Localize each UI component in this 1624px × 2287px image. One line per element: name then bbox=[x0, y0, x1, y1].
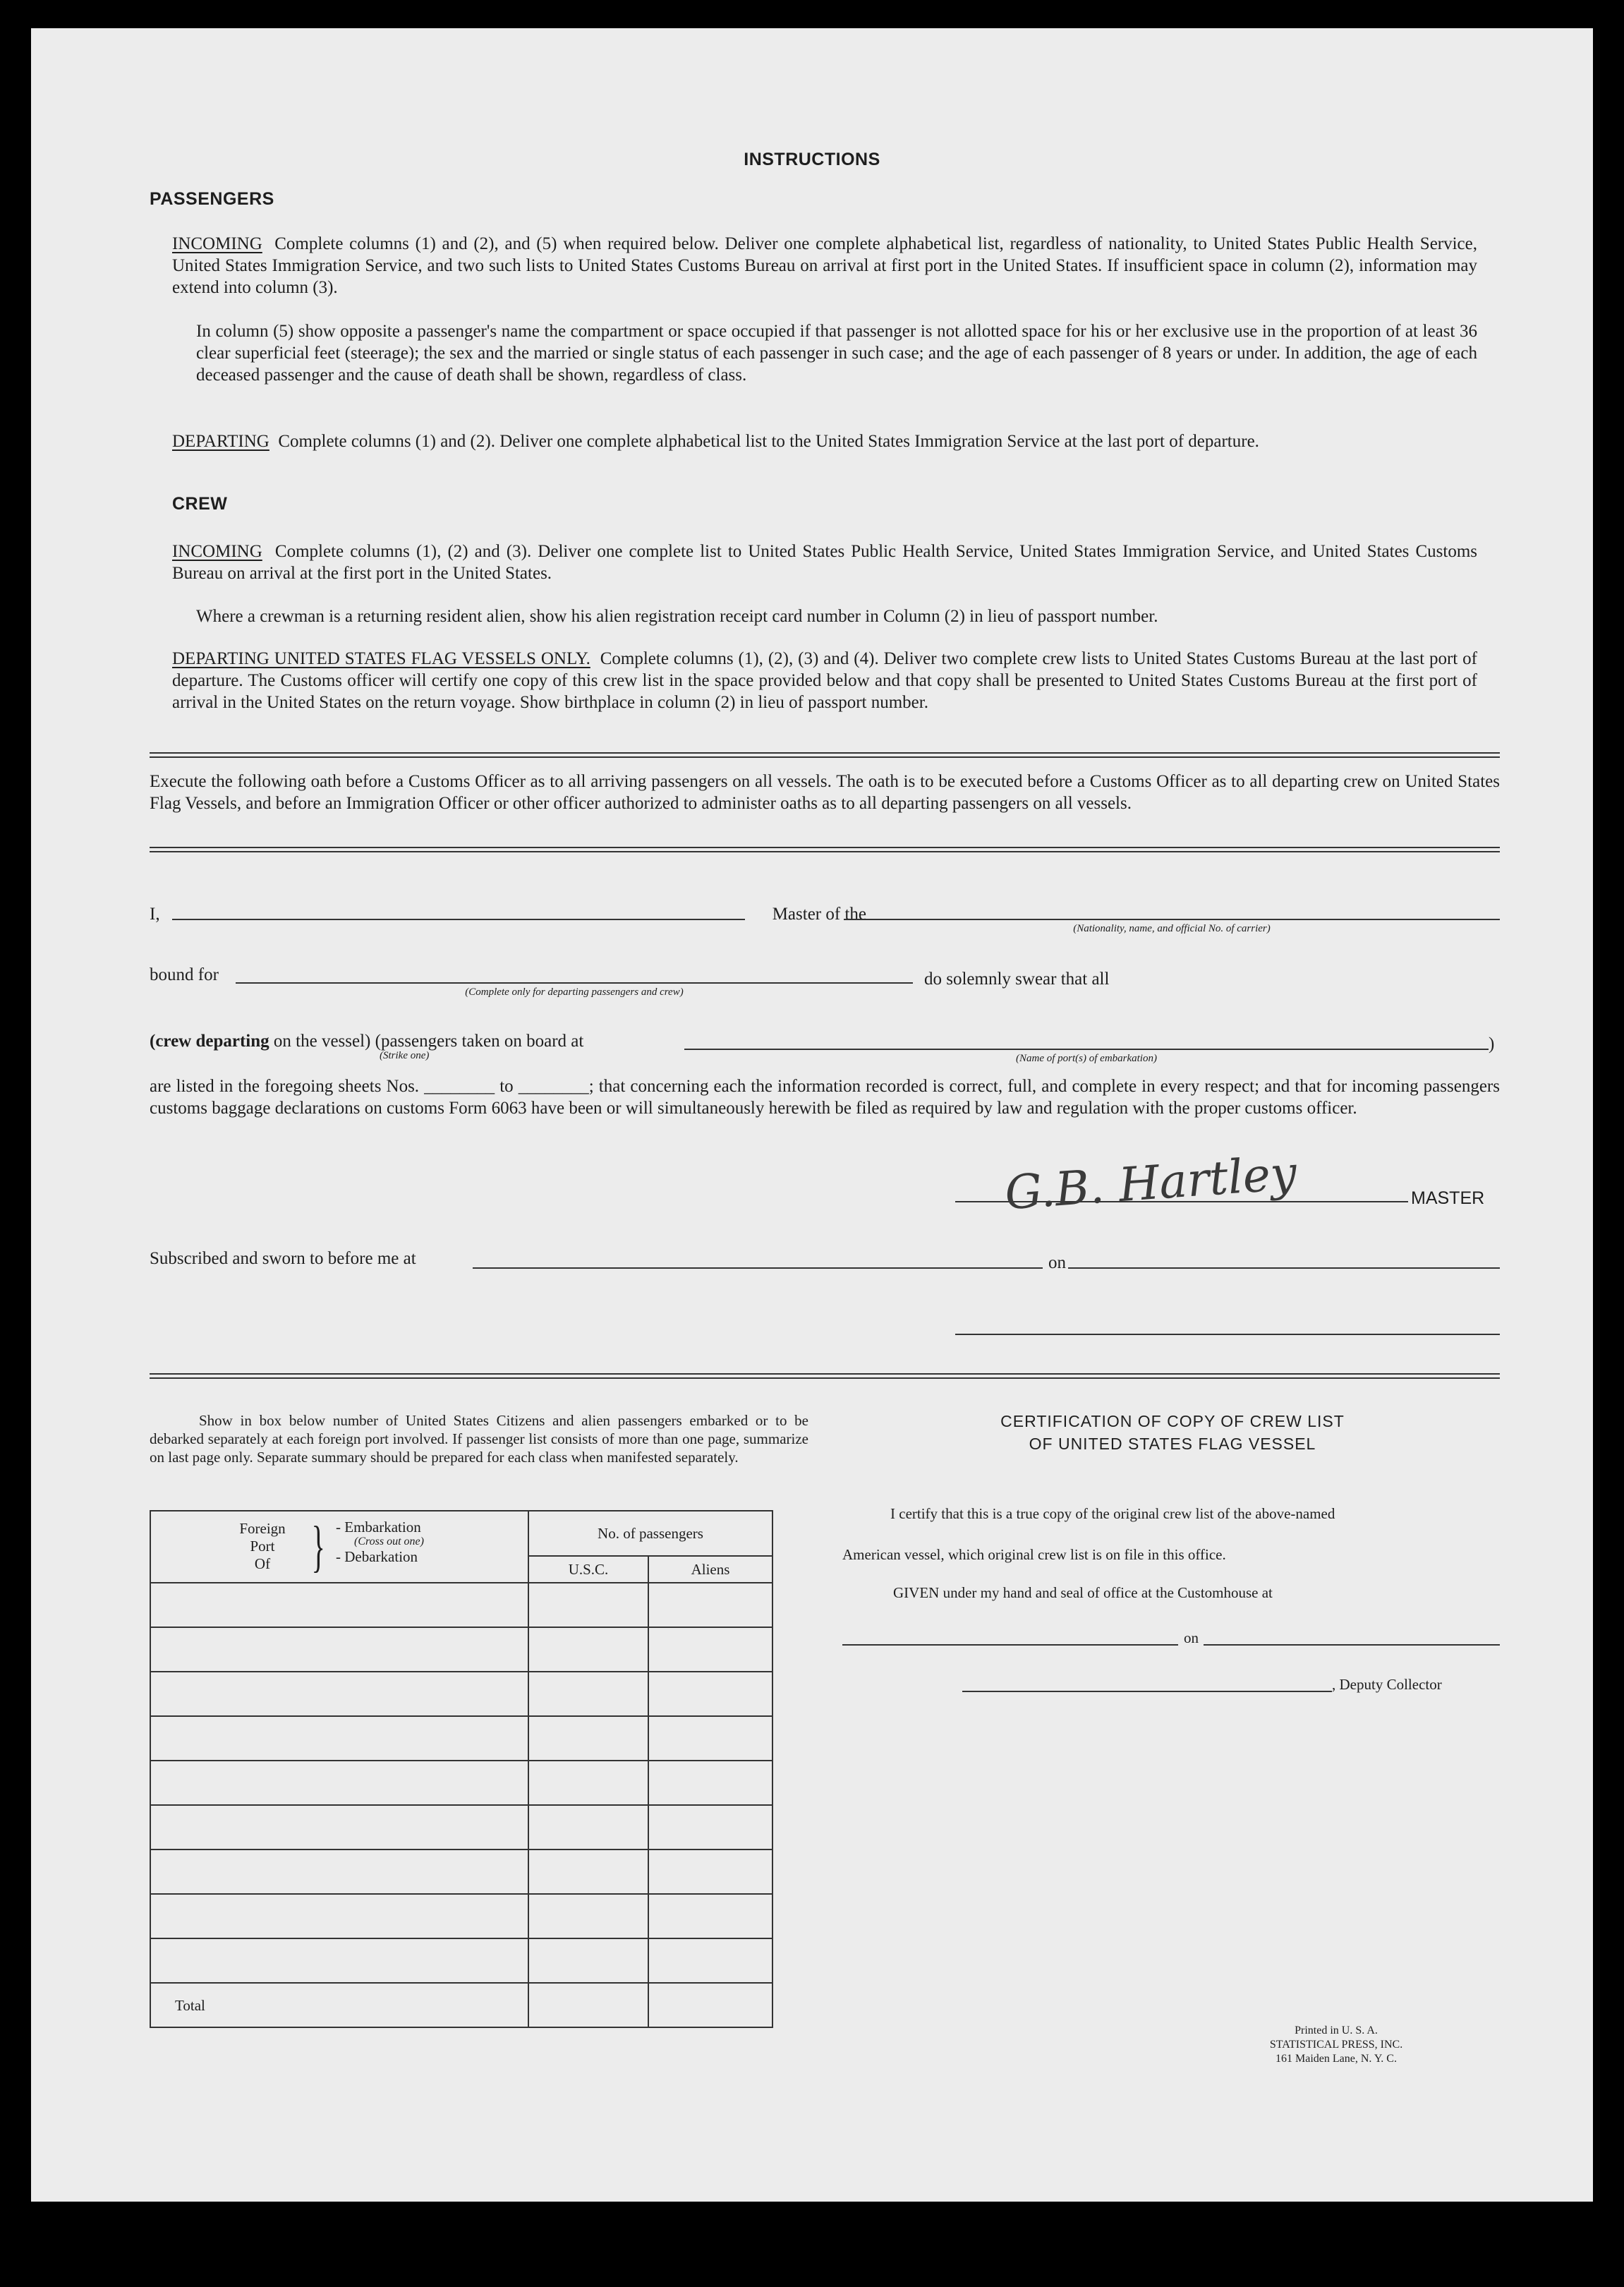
deputy-collector-label: , Deputy Collector bbox=[1332, 1676, 1442, 1693]
bound-caption: (Complete only for departing passengers and crew) bbox=[465, 986, 684, 998]
master-name-field[interactable] bbox=[172, 919, 745, 920]
total-label: Total bbox=[150, 1983, 528, 2027]
crew-departing-paragraph bbox=[172, 648, 1477, 713]
swear-label: do solemnly swear that all bbox=[924, 970, 1110, 989]
cross-out-caption: (Cross out one) bbox=[354, 1535, 424, 1547]
passengers-incoming-text: Complete columns (1) and (2), and (5) when required below. Deliver one complete alphabetical list, regardless of nationality, to United States Public Health Service, United States Immigration Service, and two such lists to United States Customs Bureau on arrival at first port in the United States. If insufficient space in column (2), information may extend into column (3). bbox=[172, 234, 1478, 297]
port-cell[interactable] bbox=[150, 1894, 528, 1938]
section-divider bbox=[150, 1373, 1500, 1379]
usc-cell[interactable] bbox=[528, 1627, 648, 1672]
crew-incoming-text: Complete columns (1), (2) and (3). Deliver one complete list to United States Public Health Service, United States Immigration Service, and United States Customs Bureau on arrival at the first port in the United States. bbox=[172, 542, 1477, 583]
table-row bbox=[150, 1849, 772, 1894]
master-label: MASTER bbox=[1411, 1188, 1485, 1208]
foreign-port-of-label bbox=[222, 1520, 303, 1573]
passengers-departing-text: Complete columns (1) and (2). Deliver one complete alphabetical list to the United States Immigration Service at the last port of departure. bbox=[278, 432, 1259, 451]
crew-heading: CREW bbox=[172, 494, 228, 514]
port-cell[interactable] bbox=[150, 1583, 528, 1627]
close-paren: ) bbox=[1489, 1034, 1495, 1054]
passengers-departing-paragraph bbox=[172, 430, 1477, 452]
passengers-heading: PASSENGERS bbox=[150, 189, 274, 209]
total-row bbox=[150, 1983, 772, 2027]
usc-cell[interactable] bbox=[528, 1849, 648, 1894]
port-caption: (Name of port(s) of embarkation) bbox=[1016, 1053, 1157, 1064]
aliens-cell[interactable] bbox=[648, 1583, 772, 1627]
aliens-cell[interactable] bbox=[648, 1805, 772, 1849]
table-row bbox=[150, 1627, 772, 1672]
crew-departing-bold: (crew departing bbox=[150, 1032, 269, 1051]
certify-line2: American vessel, which original crew list is on file in this office. bbox=[842, 1546, 1226, 1563]
printer-line1: Printed in U. S. A. bbox=[1295, 2024, 1378, 2036]
passengers-column5-paragraph bbox=[196, 320, 1477, 386]
deputy-signature-field[interactable] bbox=[962, 1691, 1332, 1692]
certification-title-line1: CERTIFICATION OF COPY OF CREW LIST bbox=[1000, 1412, 1345, 1430]
table-row bbox=[150, 1583, 772, 1627]
aliens-cell[interactable] bbox=[648, 1938, 772, 1983]
brace-icon: } bbox=[311, 1516, 325, 1578]
port-text: Port bbox=[250, 1538, 275, 1555]
oath-i-label: I, bbox=[150, 905, 160, 924]
table-row bbox=[150, 1938, 772, 1983]
table-row bbox=[150, 1761, 772, 1805]
summary-instructions: Show in box below number of United States Citizens and alien passengers embarked or to be debarked separately at each foreign port involved. If passenger list consists of more than one page, summarize on last page only. Separate summary should be prepared for each class when manifested separately. bbox=[150, 1412, 808, 1466]
aliens-cell[interactable] bbox=[648, 1672, 772, 1716]
port-header-cell bbox=[150, 1511, 528, 1583]
usc-cell[interactable] bbox=[528, 1938, 648, 1983]
table-row bbox=[150, 1805, 772, 1849]
listed-text: are listed in the foregoing sheets Nos. ________ to ________; that concerning each the information recorded is correct, full, and complete in every respect; and that for incoming passengers customs baggage declarations on customs Form 6063 have been or will simultaneously herewith be filed as required by law and regulation with the proper customs officer. bbox=[150, 1077, 1500, 1118]
carrier-field[interactable] bbox=[844, 919, 1500, 920]
oath-on-label: on bbox=[1048, 1253, 1066, 1272]
section-divider bbox=[150, 847, 1500, 852]
certify-line1: I certify that this is a true copy of the original crew list of the above-named bbox=[890, 1505, 1335, 1522]
usc-header: U.S.C. bbox=[528, 1556, 648, 1583]
form-page bbox=[31, 28, 1593, 2202]
cert-on-label: on bbox=[1184, 1629, 1199, 1646]
of-text: Of bbox=[254, 1555, 271, 1572]
port-cell[interactable] bbox=[150, 1938, 528, 1983]
usc-cell[interactable] bbox=[528, 1894, 648, 1938]
usc-cell[interactable] bbox=[528, 1716, 648, 1761]
oath-intro: Execute the following oath before a Customs Officer as to all arriving passengers on all vessels. The oath is to be executed before a Customs Officer as to all departing crew on United States Flag Vessels, and before an Immigration Officer or other officer authorized to administer oaths as to all departing passengers on all vessels. bbox=[150, 772, 1500, 813]
usc-cell[interactable] bbox=[528, 1672, 648, 1716]
usc-cell[interactable] bbox=[528, 1761, 648, 1805]
aliens-cell[interactable] bbox=[648, 1716, 772, 1761]
port-cell[interactable] bbox=[150, 1761, 528, 1805]
aliens-cell[interactable] bbox=[648, 1627, 772, 1672]
embarkation-port-field[interactable] bbox=[684, 1049, 1489, 1050]
port-cell[interactable] bbox=[150, 1716, 528, 1761]
crew-departing-text: Complete columns (1), (2), (3) and (4). Deliver two complete crew lists to United States Customs Bureau at the last port of departure. The Customs officer will certify one copy of this crew list in the space provided below and that copy shall be presented to United States Customs Bureau at the first port of arrival in the United States on the return voyage. Show birthplace in column (2) in lieu of passport number. bbox=[172, 649, 1477, 712]
table-row bbox=[150, 1716, 772, 1761]
aliens-cell[interactable] bbox=[648, 1849, 772, 1894]
page-title: INSTRUCTIONS bbox=[744, 150, 880, 169]
aliens-cell[interactable] bbox=[648, 1761, 772, 1805]
crew-incoming-label: INCOMING bbox=[172, 542, 262, 561]
bound-for-field[interactable] bbox=[236, 982, 913, 984]
strike-one-caption: (Strike one) bbox=[380, 1050, 430, 1061]
passengers-incoming-label: INCOMING bbox=[172, 234, 262, 253]
customhouse-field[interactable] bbox=[842, 1644, 1178, 1646]
certification-title bbox=[842, 1410, 1503, 1455]
crew-alien-paragraph bbox=[196, 605, 1477, 627]
aliens-total-cell[interactable] bbox=[648, 1983, 772, 2027]
printer-line3: 161 Maiden Lane, N. Y. C. bbox=[1275, 2053, 1397, 2065]
carrier-caption: (Nationality, name, and official No. of carrier) bbox=[1073, 923, 1271, 934]
crew-passengers-line bbox=[150, 1030, 583, 1052]
officer-signature-line[interactable] bbox=[955, 1334, 1500, 1335]
embarkation-label: - Embarkation bbox=[336, 1519, 421, 1535]
sworn-date-field[interactable] bbox=[1068, 1267, 1500, 1269]
aliens-header: Aliens bbox=[648, 1556, 772, 1583]
embark-debark-labels bbox=[336, 1519, 424, 1565]
passengers-departing-label: DEPARTING bbox=[172, 432, 269, 451]
master-of-the-label: Master of the bbox=[772, 905, 866, 924]
table-row bbox=[150, 1894, 772, 1938]
usc-total-cell[interactable] bbox=[528, 1983, 648, 2027]
printer-imprint bbox=[1230, 2024, 1442, 2066]
given-text: GIVEN under my hand and seal of office at the Customhouse at bbox=[893, 1584, 1273, 1601]
crew-incoming-paragraph bbox=[172, 541, 1477, 584]
port-cell[interactable] bbox=[150, 1627, 528, 1672]
printer-line2: STATISTICAL PRESS, INC. bbox=[1269, 2039, 1403, 2051]
aliens-cell[interactable] bbox=[648, 1894, 772, 1938]
cert-date-field[interactable] bbox=[1204, 1644, 1500, 1646]
crew-alien-text: Where a crewman is a returning resident alien, show his alien registration receipt card number in Column (2) in lieu of passport number. bbox=[196, 607, 1158, 626]
passengers-column5-text: In column (5) show opposite a passenger's name the compartment or space occupied if that passenger is not allotted space for his or her exclusive use in the proportion of at least 36 clear superficial feet (steerage); the sex and the married or single status of each passenger in such case; and the age of each passenger of 8 years or under. In addition, the age of each deceased passenger and the cause of death shall be shown, regardless of class. bbox=[196, 322, 1477, 385]
no-of-passengers-header: No. of passengers bbox=[528, 1511, 772, 1556]
passenger-summary-table bbox=[150, 1510, 773, 2028]
crew-departing-label: DEPARTING UNITED STATES FLAG VESSELS ONLY. bbox=[172, 649, 590, 668]
usc-cell[interactable] bbox=[528, 1583, 648, 1627]
subscribed-label: Subscribed and sworn to before me at bbox=[150, 1249, 416, 1268]
port-cell[interactable] bbox=[150, 1849, 528, 1894]
sworn-place-field[interactable] bbox=[473, 1267, 1043, 1269]
section-divider bbox=[150, 752, 1500, 758]
crew-departing-rest: on the vessel) (passengers taken on board at bbox=[273, 1032, 584, 1051]
port-cell[interactable] bbox=[150, 1672, 528, 1716]
certification-title-line2: OF UNITED STATES FLAG VESSEL bbox=[1029, 1435, 1316, 1453]
usc-cell[interactable] bbox=[528, 1805, 648, 1849]
foreign-text: Foreign bbox=[239, 1520, 286, 1537]
port-cell[interactable] bbox=[150, 1805, 528, 1849]
bound-for-label: bound for bbox=[150, 965, 219, 984]
debarkation-label: - Debarkation bbox=[336, 1548, 418, 1565]
handwritten-signature: G.B. Hartley bbox=[1002, 1145, 1299, 1221]
table-row bbox=[150, 1672, 772, 1716]
passengers-incoming-paragraph bbox=[172, 233, 1477, 298]
